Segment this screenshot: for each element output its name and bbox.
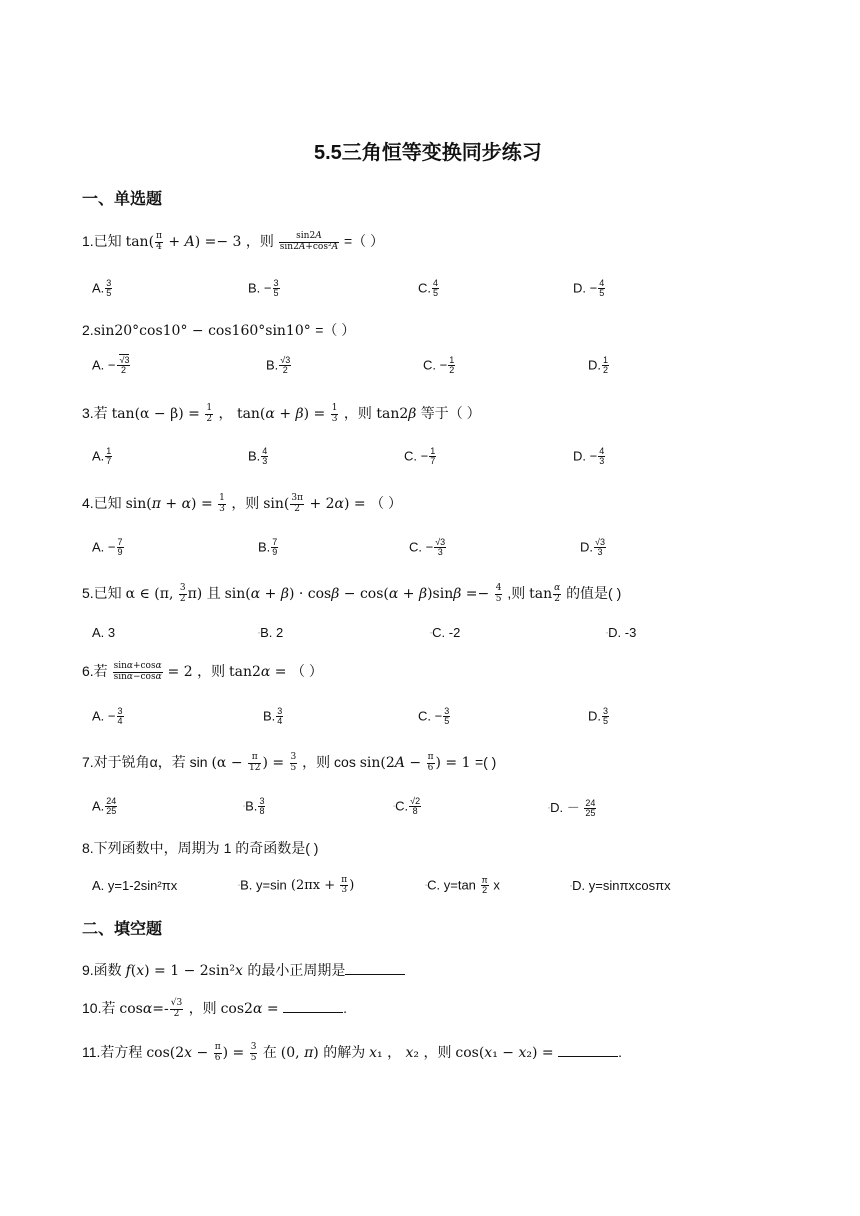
q5-option-b[interactable]: ▫B. 2	[258, 625, 284, 640]
section-heading-fill-blank: 二、填空题	[82, 921, 163, 938]
q6-option-c[interactable]: C. − $\frac{3}{5}$	[418, 706, 450, 727]
answer-blank-11[interactable]	[558, 1044, 618, 1057]
q4-option-b[interactable]: B. $\frac{7}{9}$	[258, 537, 278, 558]
q5-option-a[interactable]: A. 3	[92, 625, 116, 640]
q7-option-b[interactable]: ▫B. $\frac{3}{8}$	[243, 796, 265, 817]
q2-option-a[interactable]: A. − $\frac{√3}{2}$	[92, 355, 130, 376]
q6-option-a[interactable]: A. − $\frac{3}{4}$	[92, 706, 123, 727]
q6-option-b[interactable]: B. $\frac{3}{4}$	[263, 706, 283, 727]
q2-option-d[interactable]: D. $\frac{1}{2}$	[588, 355, 609, 376]
question-3: 3.若 tan(α − β) = $\frac{1}{2}$ ， tan(α + β) = $\frac{1}{3}$ ，则 tan2β 等于（ ）	[82, 403, 481, 424]
question-5: 5.已知 α ∈ (π, $\frac{3}{2}$ π) 且 sin(α + β) · cosβ − cos(α + β)sinβ =− $\frac{4}{5}$ ,则 tan $\frac{\alpha}{2}$ 的值是( )	[82, 583, 622, 604]
question-7: 7.对于锐角α，若 sin (α − $\frac{\pi}{12}$ ) = $\frac{3}{5}$ ，则 cos sin(2A − $\frac{\pi}{6}$ ) = 1 =( )	[82, 752, 497, 773]
q1-option-b[interactable]: B. − $\frac{3}{5}$	[248, 278, 279, 299]
q4-option-c[interactable]: C. − $\frac{√3}{3}$	[409, 537, 446, 558]
question-4: 4.已知 sin(π + α) = $\frac{1}{3}$ ，则 sin( $\frac{3\pi}{2}$ + 2α) = （ ）	[82, 493, 402, 514]
q7-option-c[interactable]: ▫C. $\frac{√2}{8}$	[393, 796, 421, 817]
q4-option-a[interactable]: A. − $\frac{7}{9}$	[92, 537, 123, 558]
question-2: 2.sin20°cos10° − cos160°sin10° =（ ）	[82, 322, 356, 339]
question-8: 8.下列函数中，周期为 1 的奇函数是( )	[82, 840, 319, 856]
q3-option-c[interactable]: C. − $\frac{1}{7}$	[404, 446, 436, 467]
answer-blank-10[interactable]	[283, 1000, 343, 1013]
question-11: 11.若方程 cos(2x − $\frac{\pi}{6}$ ) = $\frac{3}{5}$ 在 (0, π) 的解为 x₁ ， x₂ ，则 cos(x₁ − x₂) = .	[82, 1042, 622, 1063]
q7-option-d[interactable]: ▫D. － $\frac{24}{25}$	[548, 797, 596, 819]
q8-option-c[interactable]: ▫C. y=tan $\frac{\pi}{2}$ x	[425, 875, 500, 896]
question-6: 6.若 $\frac{\sin\alpha+\cos\alpha}{\sin\alpha-\cos\alpha}$ = 2 ，则 tan2α = （ ）	[82, 661, 323, 682]
section-heading-single-choice: 一、单选题	[82, 191, 163, 208]
question-1: 1.已知 tan( $\frac{\pi}{4}$ + A) =− 3 ，则 $\frac{\sin 2A}{\text{sin2A+cos²A}}$ =（ ）	[82, 231, 385, 252]
q2-option-c[interactable]: C. − $\frac{1}{2}$	[423, 355, 455, 376]
q6-option-d[interactable]: D. $\frac{3}{5}$	[588, 706, 609, 727]
q7-option-a[interactable]: A. $\frac{24}{25}$	[92, 796, 117, 817]
q1-option-a[interactable]: A. $\frac{3}{5}$	[92, 278, 112, 299]
q5-option-d[interactable]: ▫D. -3	[606, 625, 637, 640]
q2-option-b[interactable]: B. $\frac{√3}{2}$	[266, 355, 291, 376]
answer-blank-9[interactable]	[345, 962, 405, 975]
q8-option-a[interactable]: A. y=1-2sin²πx	[92, 878, 178, 893]
q4-option-d[interactable]: D. $\frac{√3}{3}$	[580, 537, 605, 558]
q3-option-d[interactable]: D. − $\frac{4}{3}$	[573, 446, 605, 467]
q3-option-b[interactable]: B. $\frac{4}{3}$	[248, 446, 268, 467]
q3-option-a[interactable]: A. $\frac{1}{7}$	[92, 446, 112, 467]
q8-option-b[interactable]: ▫B. y=sin (2πx + $\frac{\pi}{3}$ )	[238, 875, 355, 896]
q5-option-c[interactable]: ▫C. -2	[430, 625, 461, 640]
question-10: 10.若 cosα=- $\frac{√3}{2}$ ，则 cos2α = .	[82, 998, 347, 1019]
q8-option-d[interactable]: ▫D. y=sinπxcosπx	[570, 878, 671, 893]
question-9: 9.函数 f(x) = 1 − 2sin²x 的最小正周期是	[82, 960, 405, 980]
q1-option-d[interactable]: D. − $\frac{4}{5}$	[573, 278, 605, 299]
page-title: 5.5三角恒等变换同步练习	[314, 142, 542, 164]
q1-option-c[interactable]: C. $\frac{4}{5}$	[418, 278, 439, 299]
